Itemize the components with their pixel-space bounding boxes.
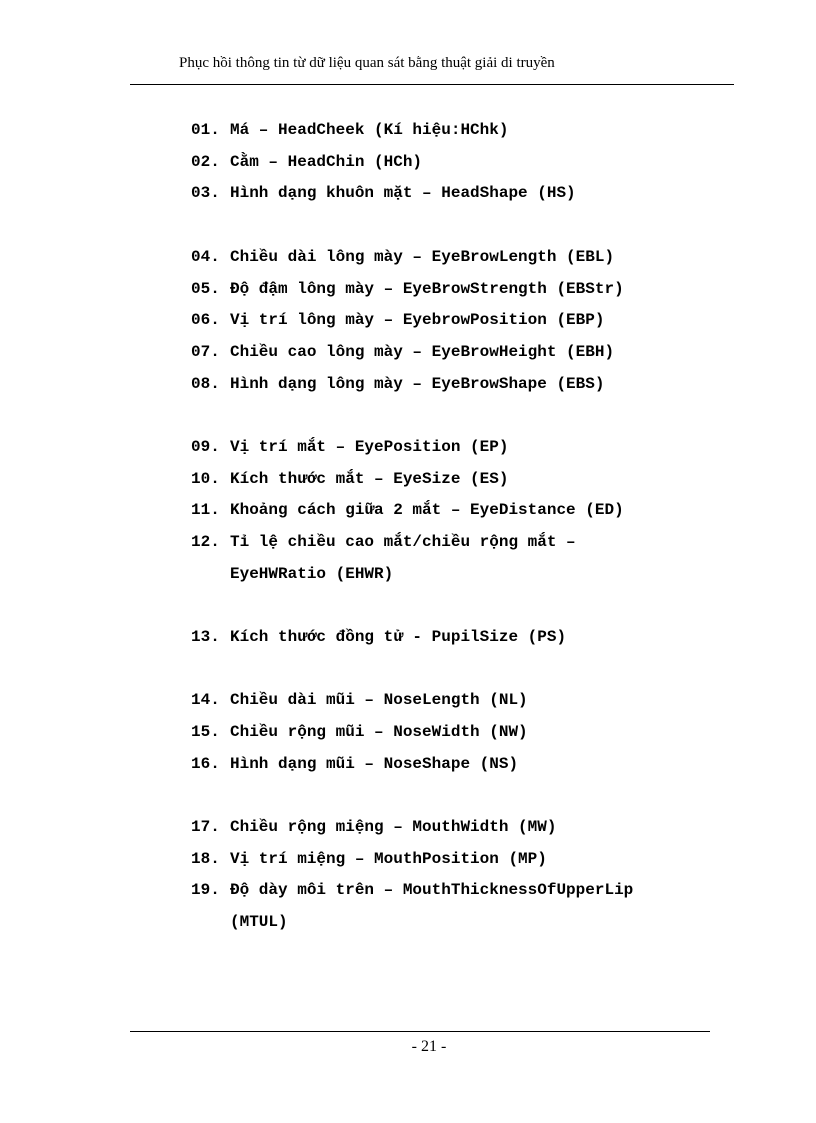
footer-divider <box>130 1031 710 1032</box>
item-text: Độ đậm lông mày – EyeBrowStrength (EBStr) <box>230 280 624 298</box>
list-item <box>191 247 615 267</box>
header-title: Phục hồi thông tin từ dữ liệu quan sát bằng thuật giải di truyền <box>179 55 555 71</box>
list-item <box>191 437 509 457</box>
item-number: 18. <box>191 850 220 868</box>
item-text: Hình dạng mũi – NoseShape (NS) <box>230 755 519 773</box>
item-number: 08. <box>191 375 220 393</box>
list-item <box>191 532 576 552</box>
item-text: Tỉ lệ chiều cao mắt/chiều rộng mắt – <box>230 533 576 551</box>
list-item-continuation <box>191 564 394 584</box>
item-text: Độ dày môi trên – MouthThicknessOfUpperLip <box>230 881 634 899</box>
item-number: 15. <box>191 723 220 741</box>
item-number: 01. <box>191 121 220 139</box>
list-item <box>191 690 528 710</box>
item-number: 02. <box>191 153 220 171</box>
item-number: 07. <box>191 343 220 361</box>
item-number: 10. <box>191 470 220 488</box>
item-text: Chiều dài mũi – NoseLength (NL) <box>230 691 528 709</box>
item-number: 09. <box>191 438 220 456</box>
list-item <box>191 120 509 140</box>
item-text: Má – HeadCheek (Kí hiệu:HChk) <box>230 121 509 139</box>
item-text: Cằm – HeadChin (HCh) <box>230 153 423 171</box>
item-text: Kích thước mắt – EyeSize (ES) <box>230 470 509 488</box>
item-text: Chiều rộng mũi – NoseWidth (NW) <box>230 723 528 741</box>
list-item-continuation <box>191 912 288 932</box>
item-number: 06. <box>191 311 220 329</box>
list-item <box>191 500 624 520</box>
item-number: 04. <box>191 248 220 266</box>
list-item <box>191 627 567 647</box>
item-text: Chiều rộng miệng – MouthWidth (MW) <box>230 818 557 836</box>
list-item <box>191 183 576 203</box>
item-number: 19. <box>191 881 220 899</box>
item-number: 17. <box>191 818 220 836</box>
item-text: Hình dạng lông mày – EyeBrowShape (EBS) <box>230 375 605 393</box>
item-text: Vị trí mắt – EyePosition (EP) <box>230 438 509 456</box>
item-text: Vị trí miệng – MouthPosition (MP) <box>230 850 547 868</box>
list-item <box>191 279 624 299</box>
item-text: Khoảng cách giữa 2 mắt – EyeDistance (ED) <box>230 501 624 519</box>
list-item <box>191 469 509 489</box>
list-item <box>191 152 423 172</box>
list-item <box>191 880 634 900</box>
list-item <box>191 754 519 774</box>
list-item <box>191 374 605 394</box>
list-item <box>191 722 528 742</box>
item-number: 14. <box>191 691 220 709</box>
list-item <box>191 342 615 362</box>
item-text: Chiều cao lông mày – EyeBrowHeight (EBH) <box>230 343 615 361</box>
list-item <box>191 310 605 330</box>
item-number: 13. <box>191 628 220 646</box>
list-item <box>191 849 547 869</box>
list-item <box>191 817 557 837</box>
item-number: 12. <box>191 533 220 551</box>
item-number: 05. <box>191 280 220 298</box>
item-text-continued: EyeHWRatio (EHWR) <box>230 565 394 583</box>
item-number: 03. <box>191 184 220 202</box>
item-text: Hình dạng khuôn mặt – HeadShape (HS) <box>230 184 576 202</box>
item-text: Vị trí lông mày – EyebrowPosition (EBP) <box>230 311 605 329</box>
item-number: 16. <box>191 755 220 773</box>
header-divider <box>130 84 734 85</box>
item-number: 11. <box>191 501 220 519</box>
item-text: Kích thước đồng tử - PupilSize (PS) <box>230 628 567 646</box>
item-text: Chiều dài lông mày – EyeBrowLength (EBL) <box>230 248 615 266</box>
item-text-continued: (MTUL) <box>230 913 288 931</box>
page-number: - 21 - <box>411 1038 447 1055</box>
